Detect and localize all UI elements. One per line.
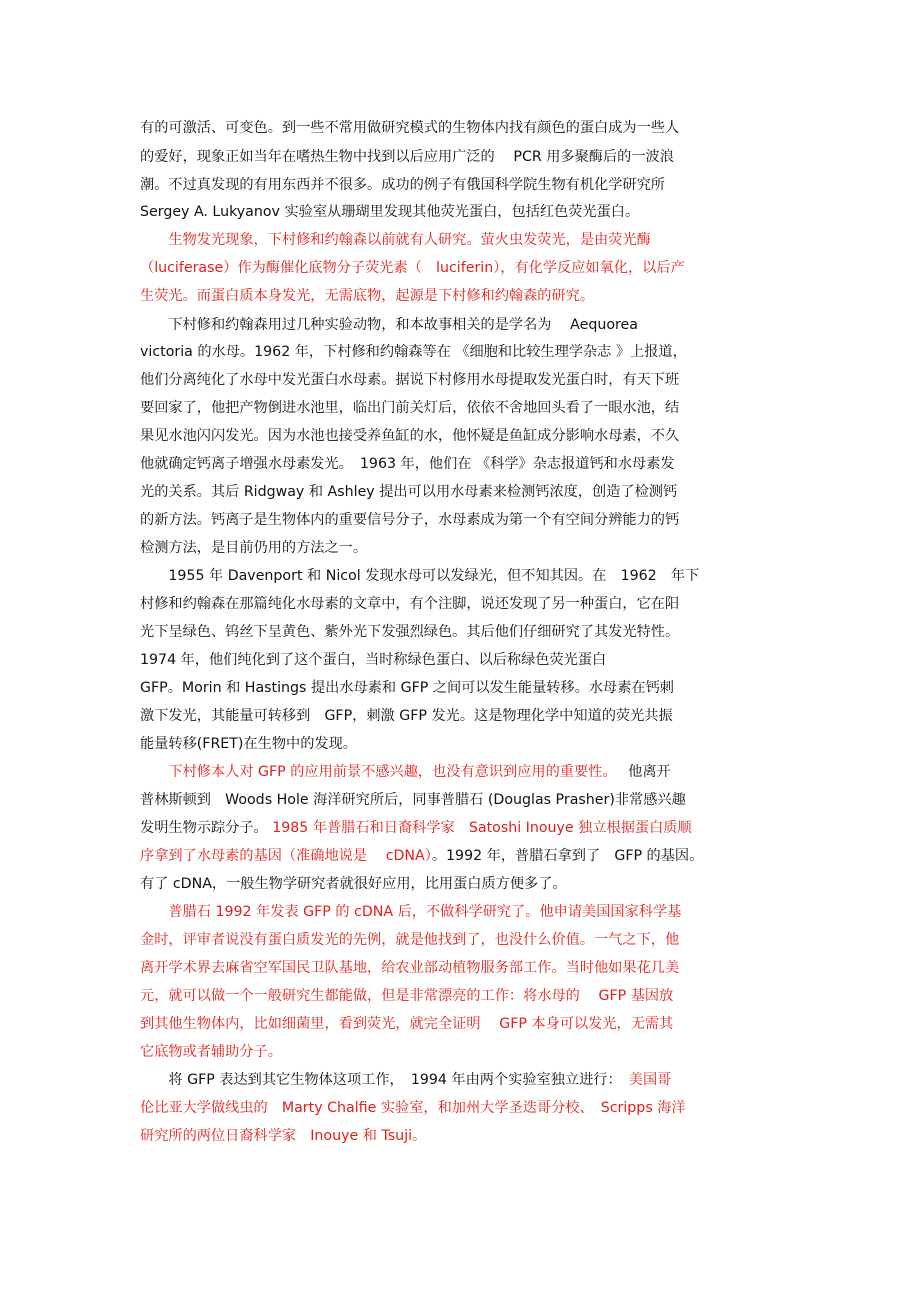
text-span: 美国哥 xyxy=(628,1072,672,1088)
text-span: 下村修和约翰森用过几种实验动物，和本故事相关的是学名为 Aequorea xyxy=(140,317,638,333)
text-line xyxy=(140,790,686,810)
text-span: 他们分离纯化了水母中发光蛋白水母素。据说下村修用水母提取发光蛋白时，有天下班 xyxy=(140,372,680,388)
text-span: 普林斯顿到 Woods Hole 海洋研究所后，同事普腊石 (Douglas Prasher)非常感兴趣 xyxy=(140,792,686,808)
text-line xyxy=(140,118,679,138)
text-span: （luciferase）作为酶催化底物分子荧光素（ luciferin），有化学反应如氧化，以后产 xyxy=(140,260,685,276)
text-span: 光的关系。其后 Ridgway 和 Ashley 提出可以用水母素来检测钙浓度，创造了检测钙 xyxy=(140,484,678,500)
text-line xyxy=(140,818,692,838)
text-line xyxy=(140,594,679,614)
text-span: 村修和约翰森在那篇纯化水母素的文章中，有个注脚，说还发现了另一种蛋白，它在阳 xyxy=(140,596,680,612)
text-line xyxy=(140,958,679,978)
text-span: 能量转移(FRET)在生物中的发现。 xyxy=(140,736,357,752)
text-line xyxy=(140,874,567,894)
text-span: 离开学术界去麻省空军国民卫队基地，给农业部动植物服务部工作。当时他如果花几美 xyxy=(140,960,680,976)
text-span: 序拿到了水母素的基因（准确地说是 cDNA） xyxy=(140,848,432,864)
text-span: 将 GFP 表达到其它生物体这项工作， 1994 年由两个实验室独立进行： xyxy=(140,1072,629,1088)
text-span: 潮。不过真发现的有用东西并不很多。成功的例子有俄国科学院生物有机化学研究所 xyxy=(140,177,665,193)
text-line xyxy=(140,258,685,278)
text-span: 有的可激活、可变色。到一些不常用做研究模式的生物体内找有颜色的蛋白成为一些人 xyxy=(140,120,680,136)
text-line xyxy=(140,846,703,866)
text-span: 普腊石 1992 年发表 GFP 的 cDNA 后，不做科学研究了。他申请美国国家科学基 xyxy=(140,904,682,920)
text-span: 果见水池闪闪发光。因为水池也接受养鱼缸的水，他怀疑是鱼缸成分影响水母素，不久 xyxy=(140,428,680,444)
text-line xyxy=(140,482,677,502)
text-line xyxy=(140,315,638,335)
text-line xyxy=(140,1070,671,1090)
text-line xyxy=(140,734,357,754)
text-span: GFP。Morin 和 Hastings 提出水母素和 GFP 之间可以发生能量转移。水母素在钙刺 xyxy=(140,680,674,696)
text-line xyxy=(140,650,606,670)
text-line xyxy=(140,538,367,558)
text-line xyxy=(140,454,675,474)
text-span: 生物发光现象，下村修和约翰森以前就有人研究。萤火虫发荧光，是由荧光酶 xyxy=(140,232,651,248)
text-span: 有了 cDNA，一般生物学研究者就很好应用，比用蛋白质方便多了。 xyxy=(140,876,567,892)
text-line xyxy=(140,202,639,222)
text-line xyxy=(140,426,679,446)
text-line xyxy=(140,678,674,698)
text-line xyxy=(140,762,671,782)
text-span: 光下呈绿色、钨丝下呈黄色、紫外光下发强烈绿色。其后他们仔细研究了其发光特性。 xyxy=(140,624,680,640)
text-line xyxy=(140,1014,673,1034)
text-line xyxy=(140,510,679,530)
text-span: 它底物或者辅助分子。 xyxy=(140,1044,282,1060)
text-line xyxy=(140,1098,686,1118)
text-line xyxy=(140,986,673,1006)
text-line xyxy=(140,706,673,726)
text-span: 金时，评审者说没有蛋白质发光的先例，就是他找到了，也没什么价值。一气之下，他 xyxy=(140,932,680,948)
text-line xyxy=(140,147,674,167)
text-span: 的爱好，现象正如当年在嗜热生物中找到以后应用广泛的 PCR 用多聚酶后的一波浪 xyxy=(140,149,674,165)
text-line xyxy=(140,902,681,922)
text-span: 元，就可以做一个一般研究生都能做，但是非常漂亮的工作：将水母的 GFP 基因放 xyxy=(140,988,674,1004)
text-line xyxy=(140,1042,282,1062)
text-line xyxy=(140,398,679,418)
text-span: victoria 的水母。1962 年，下村修和约翰森等在 《细胞和比较生理学杂志 》上报道， xyxy=(140,344,687,360)
text-span: 发明生物示踪分子。 xyxy=(140,820,273,836)
text-span: 生荧光。而蛋白质本身发光，无需底物，起源是下村修和约翰森的研究。 xyxy=(140,288,595,304)
text-line xyxy=(140,930,679,950)
text-line xyxy=(140,175,665,195)
text-line xyxy=(140,566,699,586)
text-span: 1985 年普腊石和日裔科学家 Satoshi Inouye 独立根据蛋白质顺 xyxy=(272,820,692,836)
text-span: 他离开 xyxy=(609,764,671,780)
text-span: 1974 年，他们纯化到了这个蛋白，当时称绿色蛋白、以后称绿色荧光蛋白 xyxy=(140,652,607,668)
text-span: 1955 年 Davenport 和 Nicol 发现水母可以发绿光，但不知其因。在 1962 年下 xyxy=(140,568,700,584)
text-span: 激下发光，其能量可转移到 GFP，刺激 GFP 发光。这是物理化学中知道的荧光共振 xyxy=(140,708,673,724)
text-span: 要回家了，他把产物倒进水池里，临出门前关灯后，依依不舍地回头看了一眼水池，结 xyxy=(140,400,680,416)
text-span: 的新方法。钙离子是生物体内的重要信号分子，水母素成为第一个有空间分辨能力的钙 xyxy=(140,512,680,528)
text-line xyxy=(140,622,679,642)
text-line xyxy=(140,1126,426,1146)
text-line xyxy=(140,230,651,250)
text-span: 下村修本人对 GFP 的应用前景不感兴趣，也没有意识到应用的重要性。 xyxy=(140,764,610,780)
text-span: 检测方法，是目前仍用的方法之一。 xyxy=(140,540,368,556)
text-span: 研究所的两位日裔科学家 Inouye 和 Tsuji。 xyxy=(140,1128,427,1144)
text-span: 。1992 年，普腊石拿到了 GFP 的基因。 xyxy=(431,848,704,864)
text-span: 他就确定钙离子增强水母素发光。 1963 年，他们在 《科学》杂志报道钙和水母素发 xyxy=(140,456,675,472)
text-span: Sergey A. Lukyanov 实验室从珊瑚里发现其他荧光蛋白，包括红色荧光蛋白。 xyxy=(140,204,640,220)
text-line xyxy=(140,370,679,390)
text-span: 到其他生物体内，比如细菌里，看到荧光，就完全证明 GFP 本身可以发光，无需其 xyxy=(140,1016,674,1032)
text-line xyxy=(140,286,594,306)
text-line xyxy=(140,342,687,362)
text-span: 伦比亚大学做线虫的 Marty Chalfie 实验室，和加州大学圣迭哥分校、 Scripps 海洋 xyxy=(140,1100,686,1116)
